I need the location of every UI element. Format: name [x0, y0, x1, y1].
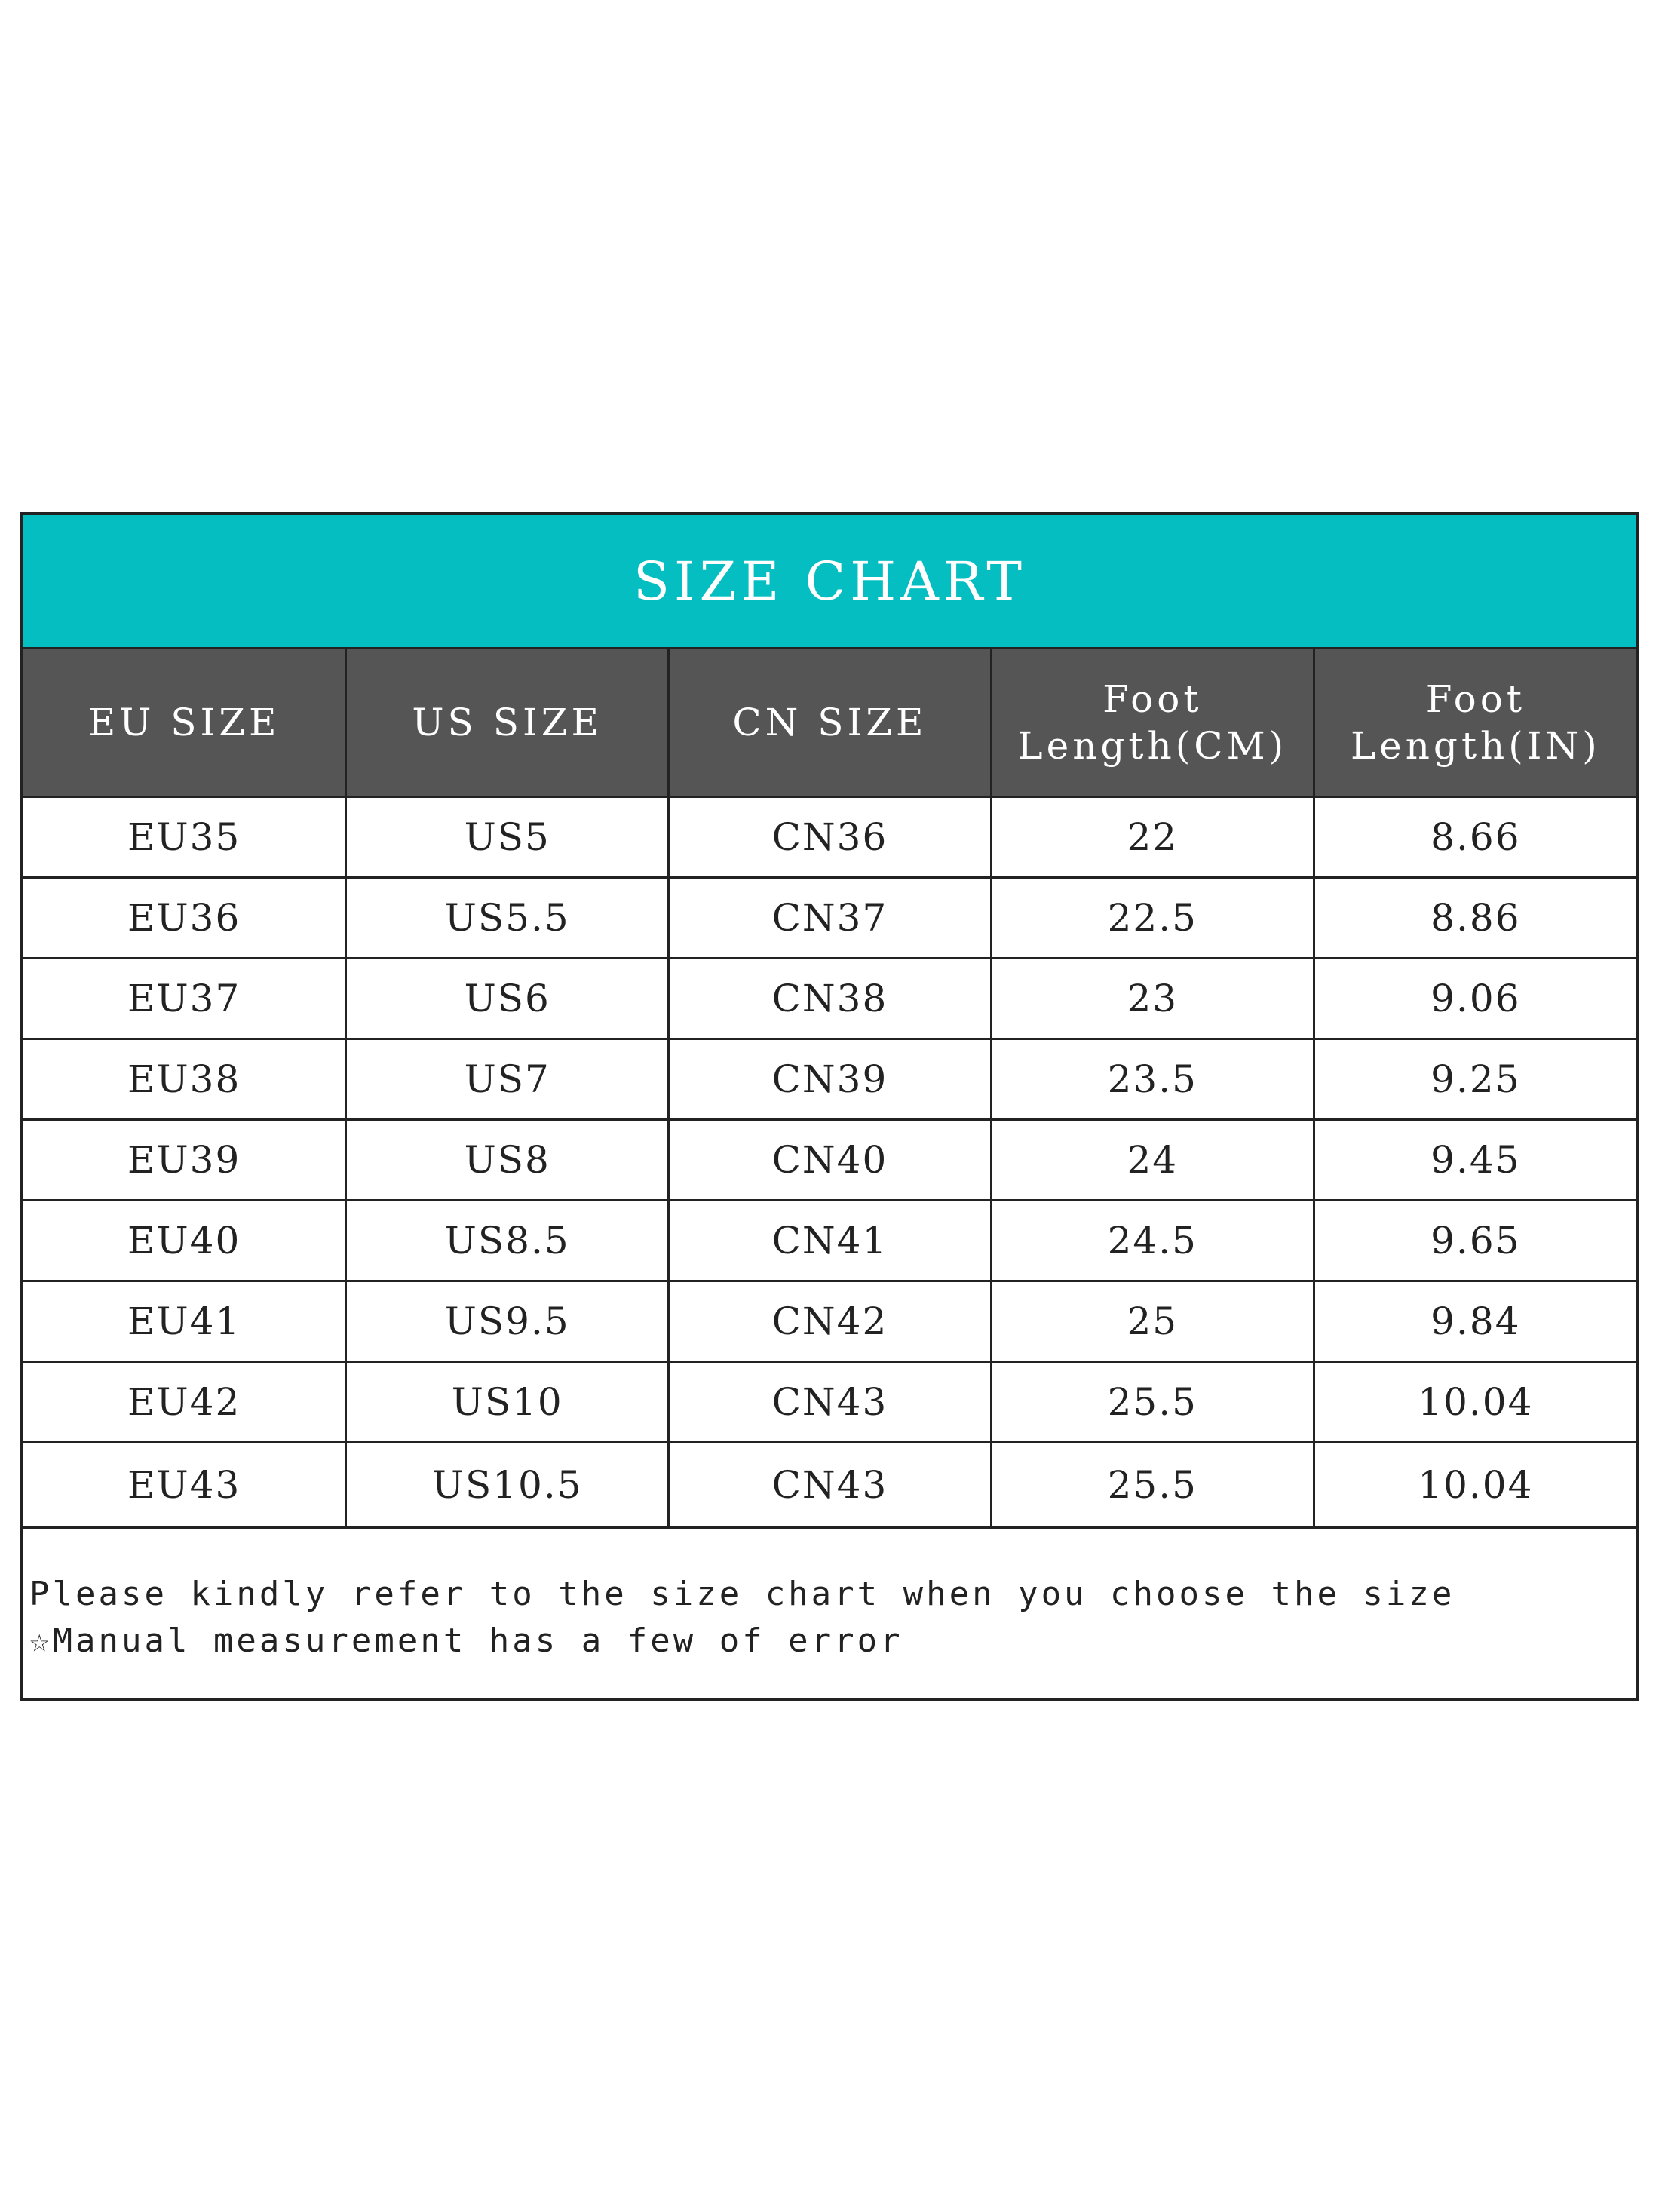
cell-foot-length-cm: 25 [991, 1281, 1314, 1362]
cell-foot-length-cm: 25.5 [991, 1443, 1314, 1528]
header-foot-length-cm: Foot Length(CM) [991, 649, 1314, 797]
cell-cn-size: CN43 [669, 1362, 992, 1443]
cell-foot-length-in: 9.25 [1314, 1039, 1636, 1120]
cell-us-size: US8 [346, 1120, 669, 1201]
table-row [23, 878, 1636, 959]
header-cn-size: CN SIZE [669, 649, 992, 797]
cell-foot-length-in: 8.86 [1314, 878, 1636, 959]
cell-foot-length-cm: 24.5 [991, 1201, 1314, 1281]
cell-us-size: US10 [346, 1362, 669, 1443]
cell-foot-length-in: 9.45 [1314, 1120, 1636, 1201]
cell-eu-size: EU41 [23, 1281, 346, 1362]
cell-eu-size: EU43 [23, 1443, 346, 1528]
cell-foot-length-cm: 25.5 [991, 1362, 1314, 1443]
cell-us-size: US8.5 [346, 1201, 669, 1281]
notes [29, 1571, 1628, 1664]
header-us-size: US SIZE [346, 649, 669, 797]
cell-cn-size: CN38 [669, 959, 992, 1039]
cell-cn-size: CN42 [669, 1281, 992, 1362]
cell-eu-size: EU39 [23, 1120, 346, 1201]
cell-eu-size: EU36 [23, 878, 346, 959]
table-row [23, 1443, 1636, 1528]
table-row [23, 1281, 1636, 1362]
cell-foot-length-cm: 22 [991, 797, 1314, 878]
cell-foot-length-cm: 23.5 [991, 1039, 1314, 1120]
cell-us-size: US9.5 [346, 1281, 669, 1362]
header-foot-length-in: Foot Length(IN) [1314, 649, 1636, 797]
table-row [23, 797, 1636, 878]
cell-foot-length-in: 9.65 [1314, 1201, 1636, 1281]
header-eu-size: EU SIZE [23, 649, 346, 797]
cell-eu-size: EU38 [23, 1039, 346, 1120]
table-row [23, 1120, 1636, 1201]
chart-title: SIZE CHART [633, 550, 1026, 612]
cell-eu-size: EU42 [23, 1362, 346, 1443]
cell-foot-length-cm: 22.5 [991, 878, 1314, 959]
cell-foot-length-in: 10.04 [1314, 1362, 1636, 1443]
cell-eu-size: EU35 [23, 797, 346, 878]
cell-cn-size: CN40 [669, 1120, 992, 1201]
cell-foot-length-in: 9.84 [1314, 1281, 1636, 1362]
table-row [23, 1039, 1636, 1120]
cell-foot-length-in: 8.66 [1314, 797, 1636, 878]
cell-cn-size: CN36 [669, 797, 992, 878]
header-row [23, 649, 1636, 797]
cell-eu-size: EU40 [23, 1201, 346, 1281]
size-table [23, 649, 1636, 1529]
title-band [23, 515, 1636, 649]
cell-cn-size: CN43 [669, 1443, 992, 1528]
table-row [23, 1362, 1636, 1443]
cell-cn-size: CN41 [669, 1201, 992, 1281]
cell-us-size: US6 [346, 959, 669, 1039]
cell-foot-length-cm: 24 [991, 1120, 1314, 1201]
note-refer-size-chart: Please kindly refer to the size chart when you choose the size [29, 1575, 1455, 1613]
cell-cn-size: CN37 [669, 878, 992, 959]
cell-us-size: US10.5 [346, 1443, 669, 1528]
cell-cn-size: CN39 [669, 1039, 992, 1120]
cell-foot-length-in: 9.06 [1314, 959, 1636, 1039]
cell-us-size: US5 [346, 797, 669, 878]
cell-eu-size: EU37 [23, 959, 346, 1039]
cell-foot-length-in: 10.04 [1314, 1443, 1636, 1528]
table-row [23, 1201, 1636, 1281]
cell-foot-length-cm: 23 [991, 959, 1314, 1039]
cell-us-size: US7 [346, 1039, 669, 1120]
note-measurement-error: ☆Manual measurement has a few of error [29, 1621, 903, 1660]
cell-us-size: US5.5 [346, 878, 669, 959]
size-chart [20, 512, 1639, 1701]
table-row [23, 959, 1636, 1039]
